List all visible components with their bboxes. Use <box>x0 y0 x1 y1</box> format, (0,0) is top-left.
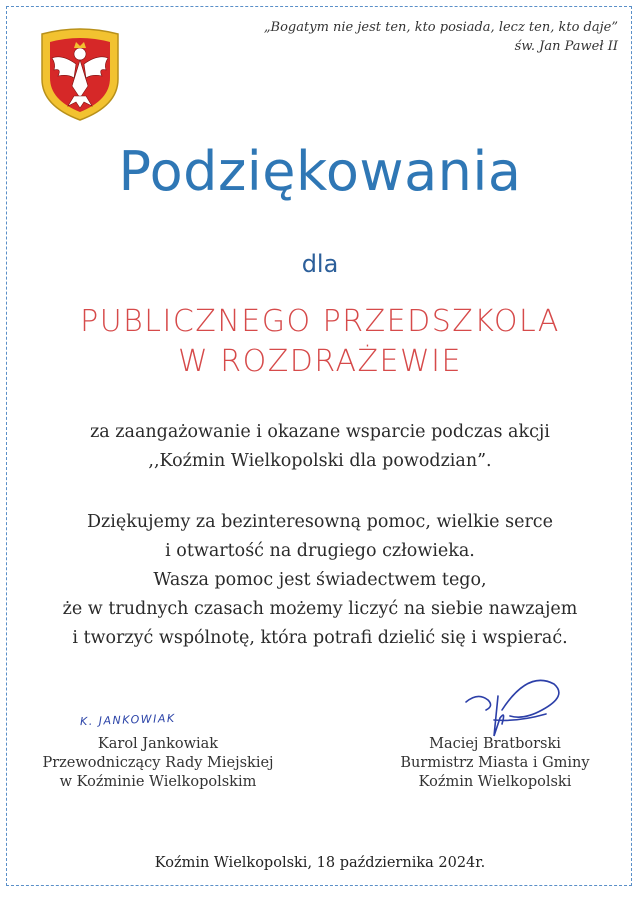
paragraph-thanks <box>0 508 640 653</box>
motto <box>188 18 618 56</box>
paragraph-line: ,,Koźmin Wielkopolski dla powodzian”. <box>148 451 492 471</box>
paragraph-line: że w trudnych czasach możemy liczyć na siebie nawzajem <box>62 599 578 619</box>
recipient-line-2: W ROZDRAŻEWIE <box>178 344 462 379</box>
paragraph-line: za zaangażowanie i okazane wsparcie podczas akcji <box>90 422 550 442</box>
signatory-role: Przewodniczący Rady Miejskiej <box>42 755 274 771</box>
paragraph-line: Dziękujemy za bezinteresowną pomoc, wielkie serce <box>87 512 553 532</box>
signatory-name: Maciej Bratborski <box>429 736 561 752</box>
place-and-date: Koźmin Wielkopolski, 18 października 2024r. <box>154 855 486 871</box>
motto-author: św. Jan Paweł II <box>514 39 618 54</box>
preposition: dla <box>301 250 339 278</box>
recipient-name <box>0 302 640 382</box>
signatory-role: Koźmin Wielkopolski <box>418 774 572 790</box>
signature-block-left <box>28 735 288 792</box>
signatory-name: Karol Jankowiak <box>97 736 219 752</box>
paragraph-appreciation <box>0 418 640 476</box>
paragraph-line: i otwartość na drugiego człowieka. <box>165 541 475 561</box>
signatory-role: Burmistrz Miasta i Gminy <box>400 755 590 771</box>
coat-of-arms-eagle-icon <box>32 24 128 124</box>
signatory-role: w Koźminie Wielkopolskim <box>59 774 257 790</box>
recipient-line-1: PUBLICZNEGO PRZEDSZKOLA <box>80 304 560 339</box>
handwritten-signature-left: K. JANKOWIAK <box>79 711 176 729</box>
page-title: Podziękowania <box>118 140 522 203</box>
motto-quote: „Bogatym nie jest ten, kto posiada, lecz ten, kto daje” <box>263 20 618 35</box>
signature-block-right <box>380 735 610 792</box>
paragraph-line: i tworzyć wspólnotę, która potrafi dzielić się i wspierać. <box>72 628 568 648</box>
paragraph-line: Wasza pomoc jest świadectwem tego, <box>153 570 487 590</box>
